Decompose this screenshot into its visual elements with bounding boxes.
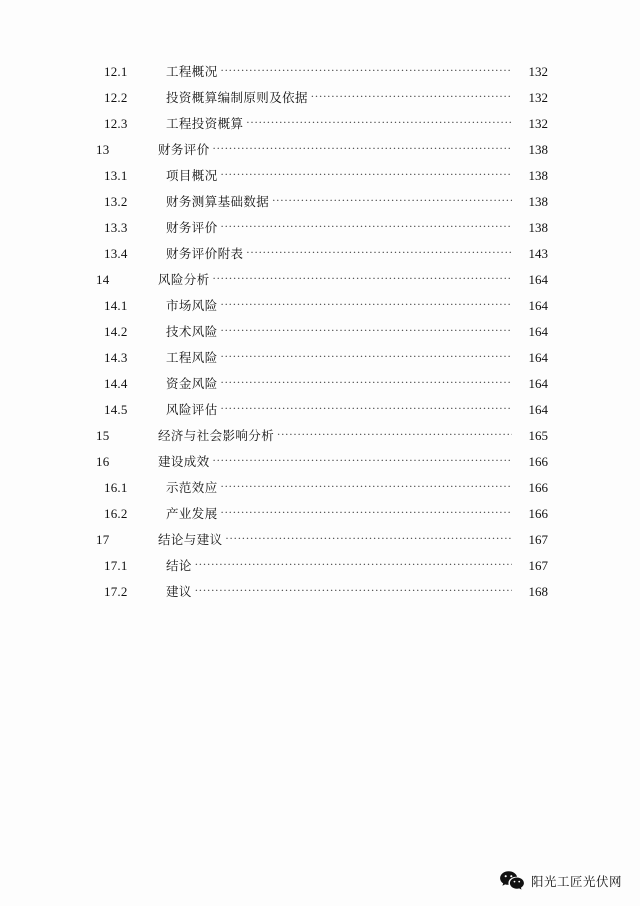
toc-entry-number: 14.1 — [104, 298, 128, 313]
toc-entry-page: 166 — [528, 454, 548, 469]
toc-entry[interactable] — [96, 270, 548, 296]
toc-entry-leader — [221, 349, 512, 362]
toc-entry-leader — [213, 453, 512, 466]
toc-entry-title: 风险评估 — [166, 402, 218, 417]
toc-entry-title: 建设成效 — [158, 454, 210, 469]
toc-entry-page: 167 — [528, 558, 548, 573]
toc-entry[interactable] — [96, 348, 548, 374]
toc-entry[interactable] — [96, 296, 548, 322]
toc-entry-number: 14 — [96, 272, 110, 287]
toc-entry[interactable] — [96, 478, 548, 504]
toc-entry[interactable] — [96, 114, 548, 140]
toc-entry-title: 投资概算编制原则及依据 — [166, 90, 308, 105]
toc-entry[interactable] — [96, 244, 548, 270]
toc-entry[interactable] — [96, 530, 548, 556]
toc-entry-page: 132 — [528, 116, 548, 131]
toc-entry-leader — [246, 245, 512, 258]
footer-watermark-text: 阳光工匠光伏网 — [530, 874, 622, 889]
toc-entry-leader — [246, 115, 512, 128]
toc-entry-title: 工程风险 — [166, 350, 218, 365]
toc-entry-number: 16 — [96, 454, 110, 469]
toc-entry[interactable] — [96, 400, 548, 426]
toc-entry-number: 13.3 — [104, 220, 128, 235]
toc-entry[interactable] — [96, 88, 548, 114]
toc-entry-page: 132 — [528, 64, 548, 79]
toc-entry-number: 17.1 — [104, 558, 128, 573]
toc-entry-leader — [311, 89, 512, 102]
toc-entry[interactable] — [96, 322, 548, 348]
toc-entry-number: 13.2 — [104, 194, 128, 209]
toc-entry-leader — [277, 427, 512, 440]
toc-entry-number: 12.1 — [104, 64, 128, 79]
toc-entry-number: 14.4 — [104, 376, 128, 391]
toc-entry-leader — [221, 401, 512, 414]
toc-entry[interactable] — [96, 452, 548, 478]
toc-entry-title: 财务评价附表 — [166, 246, 244, 261]
toc-entry-page: 164 — [528, 376, 548, 391]
toc-entry-title: 产业发展 — [166, 506, 218, 521]
toc-entry[interactable] — [96, 556, 548, 582]
toc-entry-number: 16.1 — [104, 480, 128, 495]
toc-entry-number: 15 — [96, 428, 110, 443]
toc-entry-page: 138 — [528, 168, 548, 183]
toc-entry[interactable] — [96, 504, 548, 530]
toc-entry[interactable] — [96, 192, 548, 218]
toc-entry-number: 12.2 — [104, 90, 128, 105]
toc-entry-page: 138 — [528, 142, 548, 157]
toc-entry-page: 164 — [528, 324, 548, 339]
toc-entry-number: 13.1 — [104, 168, 128, 183]
toc-entry-leader — [226, 531, 512, 544]
toc-entry-number: 14.5 — [104, 402, 128, 417]
toc-entry-leader — [221, 505, 512, 518]
toc-entry-page: 143 — [528, 246, 548, 261]
toc-entry-number: 17 — [96, 532, 110, 547]
toc-entry-title: 财务评价 — [166, 220, 218, 235]
toc-entry-page: 167 — [528, 532, 548, 547]
toc-entry-number: 13.4 — [104, 246, 128, 261]
toc-entry-page: 138 — [528, 194, 548, 209]
toc-entry[interactable] — [96, 62, 548, 88]
toc-entry-leader — [221, 479, 512, 492]
toc-entry-leader — [221, 219, 512, 232]
toc-entry[interactable] — [96, 140, 548, 166]
toc-entry-title: 建议 — [166, 584, 192, 599]
toc-entry[interactable] — [96, 166, 548, 192]
toc-entry-title: 技术风险 — [166, 324, 218, 339]
toc-entry[interactable] — [96, 374, 548, 400]
toc-entry-leader — [221, 63, 512, 76]
toc-entry[interactable] — [96, 218, 548, 244]
toc-entry-page: 165 — [528, 428, 548, 443]
toc-entry-leader — [213, 141, 512, 154]
toc-entry-page: 164 — [528, 272, 548, 287]
toc-entry-page: 166 — [528, 480, 548, 495]
toc-entry-leader — [221, 323, 512, 336]
toc-entry-title: 工程投资概算 — [166, 116, 244, 131]
table-of-contents — [96, 62, 548, 608]
toc-entry-title: 资金风险 — [166, 376, 218, 391]
toc-entry-title: 结论与建议 — [158, 532, 223, 547]
toc-entry-leader — [221, 375, 512, 388]
toc-entry-page: 168 — [528, 584, 548, 599]
toc-entry[interactable] — [96, 582, 548, 608]
toc-entry-leader — [272, 193, 512, 206]
wechat-icon — [499, 870, 525, 892]
toc-entry-leader — [195, 557, 512, 570]
toc-entry-page: 164 — [528, 350, 548, 365]
toc-entry-page: 166 — [528, 506, 548, 521]
toc-entry-title: 工程概况 — [166, 64, 218, 79]
toc-entry-leader — [195, 583, 512, 596]
toc-entry-number: 16.2 — [104, 506, 128, 521]
toc-entry-number: 13 — [96, 142, 110, 157]
toc-entry-title: 结论 — [166, 558, 192, 573]
toc-entry[interactable] — [96, 426, 548, 452]
toc-entry-title: 项目概况 — [166, 168, 218, 183]
toc-entry-title: 财务测算基础数据 — [166, 194, 270, 209]
toc-entry-page: 164 — [528, 298, 548, 313]
toc-entry-title: 经济与社会影响分析 — [158, 428, 275, 443]
toc-entry-leader — [221, 297, 512, 310]
toc-entry-title: 市场风险 — [166, 298, 218, 313]
toc-entry-page: 138 — [528, 220, 548, 235]
toc-entry-title: 风险分析 — [158, 272, 210, 287]
toc-entry-leader — [213, 271, 512, 284]
toc-entry-title: 示范效应 — [166, 480, 218, 495]
footer-watermark — [499, 870, 622, 892]
toc-entry-number: 12.3 — [104, 116, 128, 131]
toc-entry-page: 164 — [528, 402, 548, 417]
toc-entry-leader — [221, 167, 512, 180]
toc-entry-page: 132 — [528, 90, 548, 105]
toc-entry-number: 14.3 — [104, 350, 128, 365]
toc-entry-title: 财务评价 — [158, 142, 210, 157]
toc-entry-number: 14.2 — [104, 324, 128, 339]
toc-entry-number: 17.2 — [104, 584, 128, 599]
